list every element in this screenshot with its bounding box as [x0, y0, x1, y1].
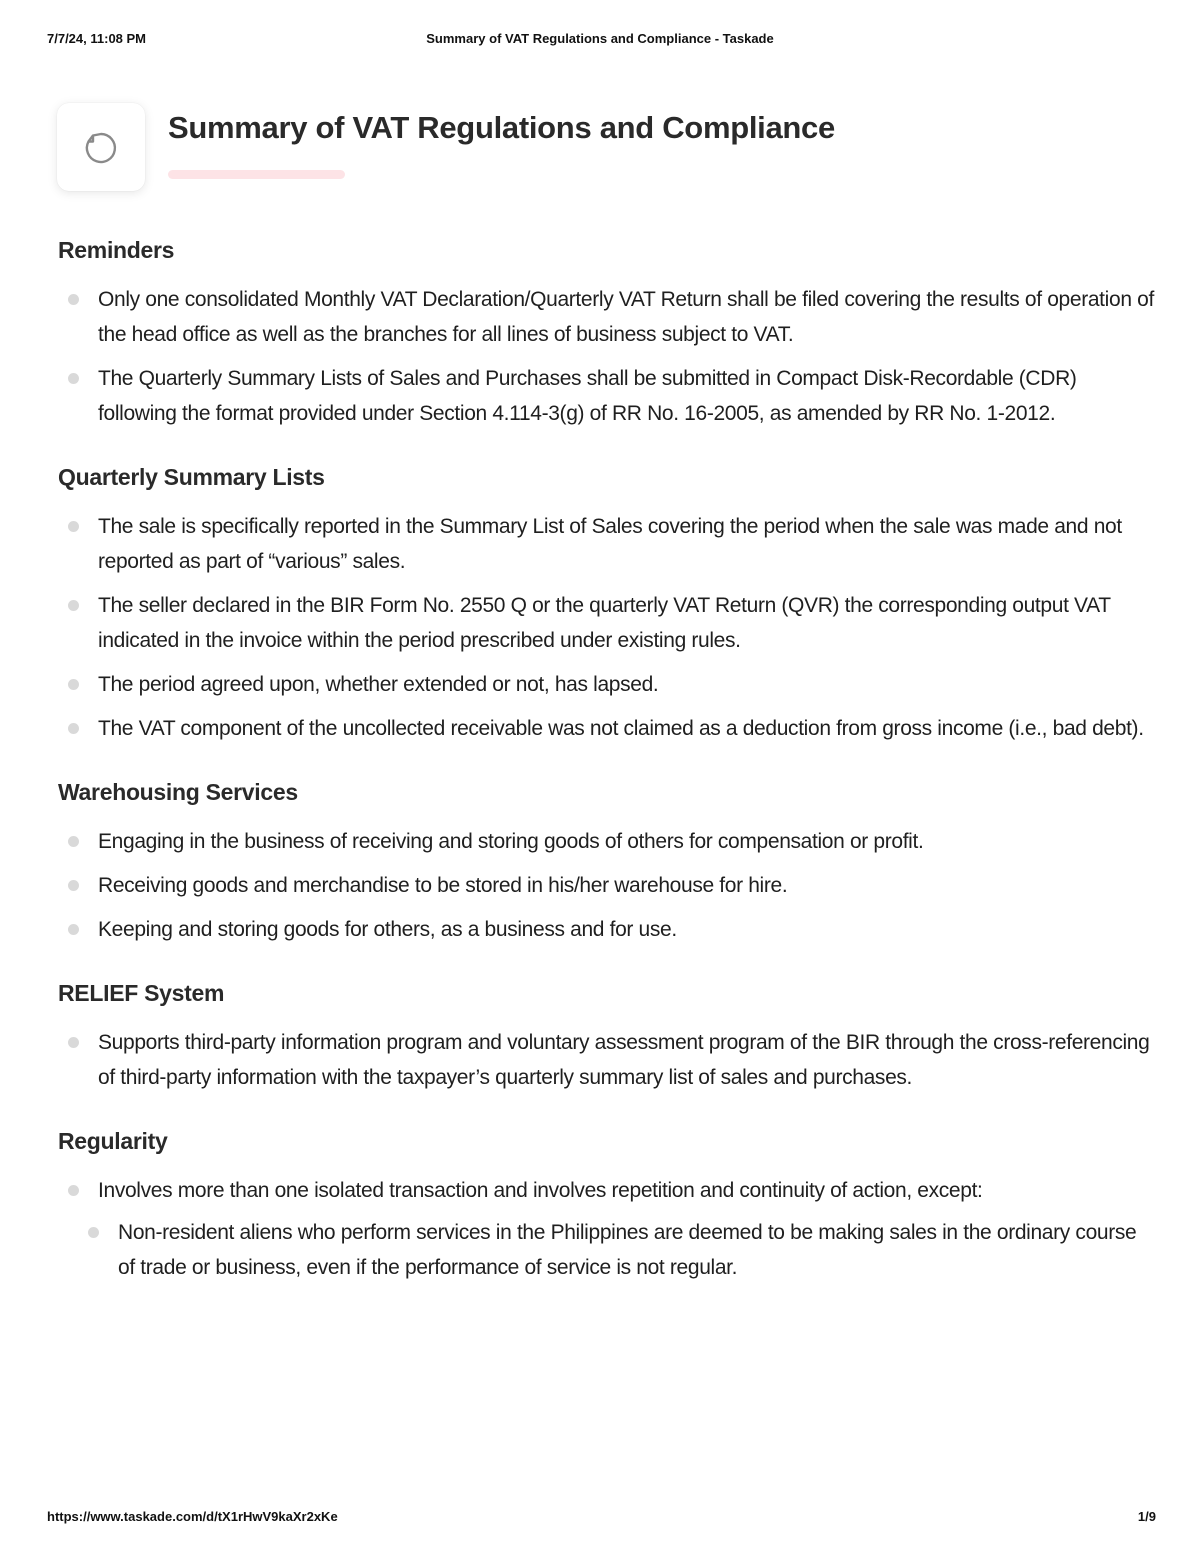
section-regularity	[57, 1123, 1157, 1285]
list-item[interactable]	[57, 824, 1157, 859]
bullet-icon	[68, 1037, 79, 1048]
bullet-list	[57, 509, 1157, 746]
list-item-text: Involves more than one isolated transaction and involves repetition and continuity of action, except:	[98, 1179, 983, 1202]
section-heading: Quarterly Summary Lists	[58, 464, 325, 490]
list-item-text: The period agreed upon, whether extended or not, has lapsed.	[98, 673, 659, 696]
bullet-icon	[68, 600, 79, 611]
bullet-icon	[68, 836, 79, 847]
bullet-icon	[68, 521, 79, 532]
section-warehousing-services	[57, 774, 1157, 947]
list-item-text: Only one consolidated Monthly VAT Declaration/Quarterly VAT Return shall be filed covering the results of operation of the head office as well as the branches for all lines of business subject to VAT.	[98, 288, 1154, 346]
section-heading: Reminders	[58, 237, 175, 263]
list-item-text: Receiving goods and merchandise to be stored in his/her warehouse for hire.	[98, 874, 788, 897]
list-item[interactable]	[77, 1215, 1157, 1285]
bullet-icon	[68, 880, 79, 891]
print-page-title: Summary of VAT Regulations and Compliance - Taskade	[426, 31, 774, 46]
section-heading: Regularity	[58, 1128, 168, 1154]
bullet-list	[57, 1025, 1157, 1095]
list-item-text: The Quarterly Summary Lists of Sales and Purchases shall be submitted in Compact Disk-Recordable (CDR) following the format provided under Section 4.114-3(g) of RR No. 16-2005, as amended by RR No. 1-2012.	[98, 367, 1077, 425]
section-quarterly-summary-lists	[57, 459, 1157, 746]
bullet-list	[57, 1173, 1157, 1208]
section-relief-system	[57, 975, 1157, 1095]
print-header	[47, 31, 1153, 51]
bullet-icon	[68, 294, 79, 305]
page-number: 1/9	[1137, 1509, 1156, 1524]
document-icon-button[interactable]	[57, 103, 145, 191]
bullet-icon	[88, 1227, 99, 1238]
bullet-list	[57, 824, 1157, 947]
bullet-icon	[68, 924, 79, 935]
list-item[interactable]	[57, 361, 1157, 431]
bullet-icon	[68, 373, 79, 384]
list-item-text: The seller declared in the BIR Form No. 2550 Q or the quarterly VAT Return (QVR) the corresponding output VAT indicated in the invoice within the period prescribed under existing rules.	[98, 594, 1111, 652]
bullet-icon	[68, 1185, 79, 1196]
bullet-icon	[68, 679, 79, 690]
list-item-text: The VAT component of the uncollected receivable was not claimed as a deduction from gross income (i.e., bad debt).	[98, 717, 1144, 740]
section-heading: RELIEF System	[58, 980, 225, 1006]
title-underline	[168, 170, 345, 179]
document-icon	[82, 129, 120, 167]
list-item[interactable]	[57, 711, 1157, 746]
list-item-text: Supports third-party information program and voluntary assessment program of the BIR through the cross-referencing of third-party information with the taxpayer’s quarterly summary list of sales and purchases.	[98, 1031, 1150, 1089]
print-timestamp: 7/7/24, 11:08 PM	[47, 31, 147, 46]
list-item-text: Keeping and storing goods for others, as a business and for use.	[98, 918, 677, 941]
list-item-text: Non-resident aliens who perform services in the Philippines are deemed to be making sales in the ordinary course of trade or business, even if the performance of service is not regular.	[118, 1221, 1137, 1279]
section-heading: Warehousing Services	[58, 779, 298, 805]
nested-bullet-list	[77, 1215, 1157, 1285]
list-item-text: The sale is specifically reported in the Summary List of Sales covering the period when the sale was made and not reported as part of “various” sales.	[98, 515, 1122, 573]
bullet-icon	[68, 723, 79, 734]
list-item[interactable]	[57, 509, 1157, 579]
list-item[interactable]	[57, 1173, 1157, 1208]
list-item[interactable]	[57, 282, 1157, 352]
list-item-text: Engaging in the business of receiving and storing goods of others for compensation or profit.	[98, 830, 924, 853]
list-item[interactable]	[57, 667, 1157, 702]
print-footer	[47, 1509, 1156, 1529]
list-item[interactable]	[57, 588, 1157, 658]
bullet-list	[57, 282, 1157, 431]
section-reminders	[57, 232, 1157, 431]
print-url[interactable]: https://www.taskade.com/d/tX1rHwV9kaXr2xKe	[47, 1509, 338, 1524]
list-item[interactable]	[57, 912, 1157, 947]
document-body	[57, 232, 1157, 1313]
list-item[interactable]	[57, 868, 1157, 903]
page-title: Summary of VAT Regulations and Compliance	[168, 110, 835, 145]
list-item[interactable]	[57, 1025, 1157, 1095]
